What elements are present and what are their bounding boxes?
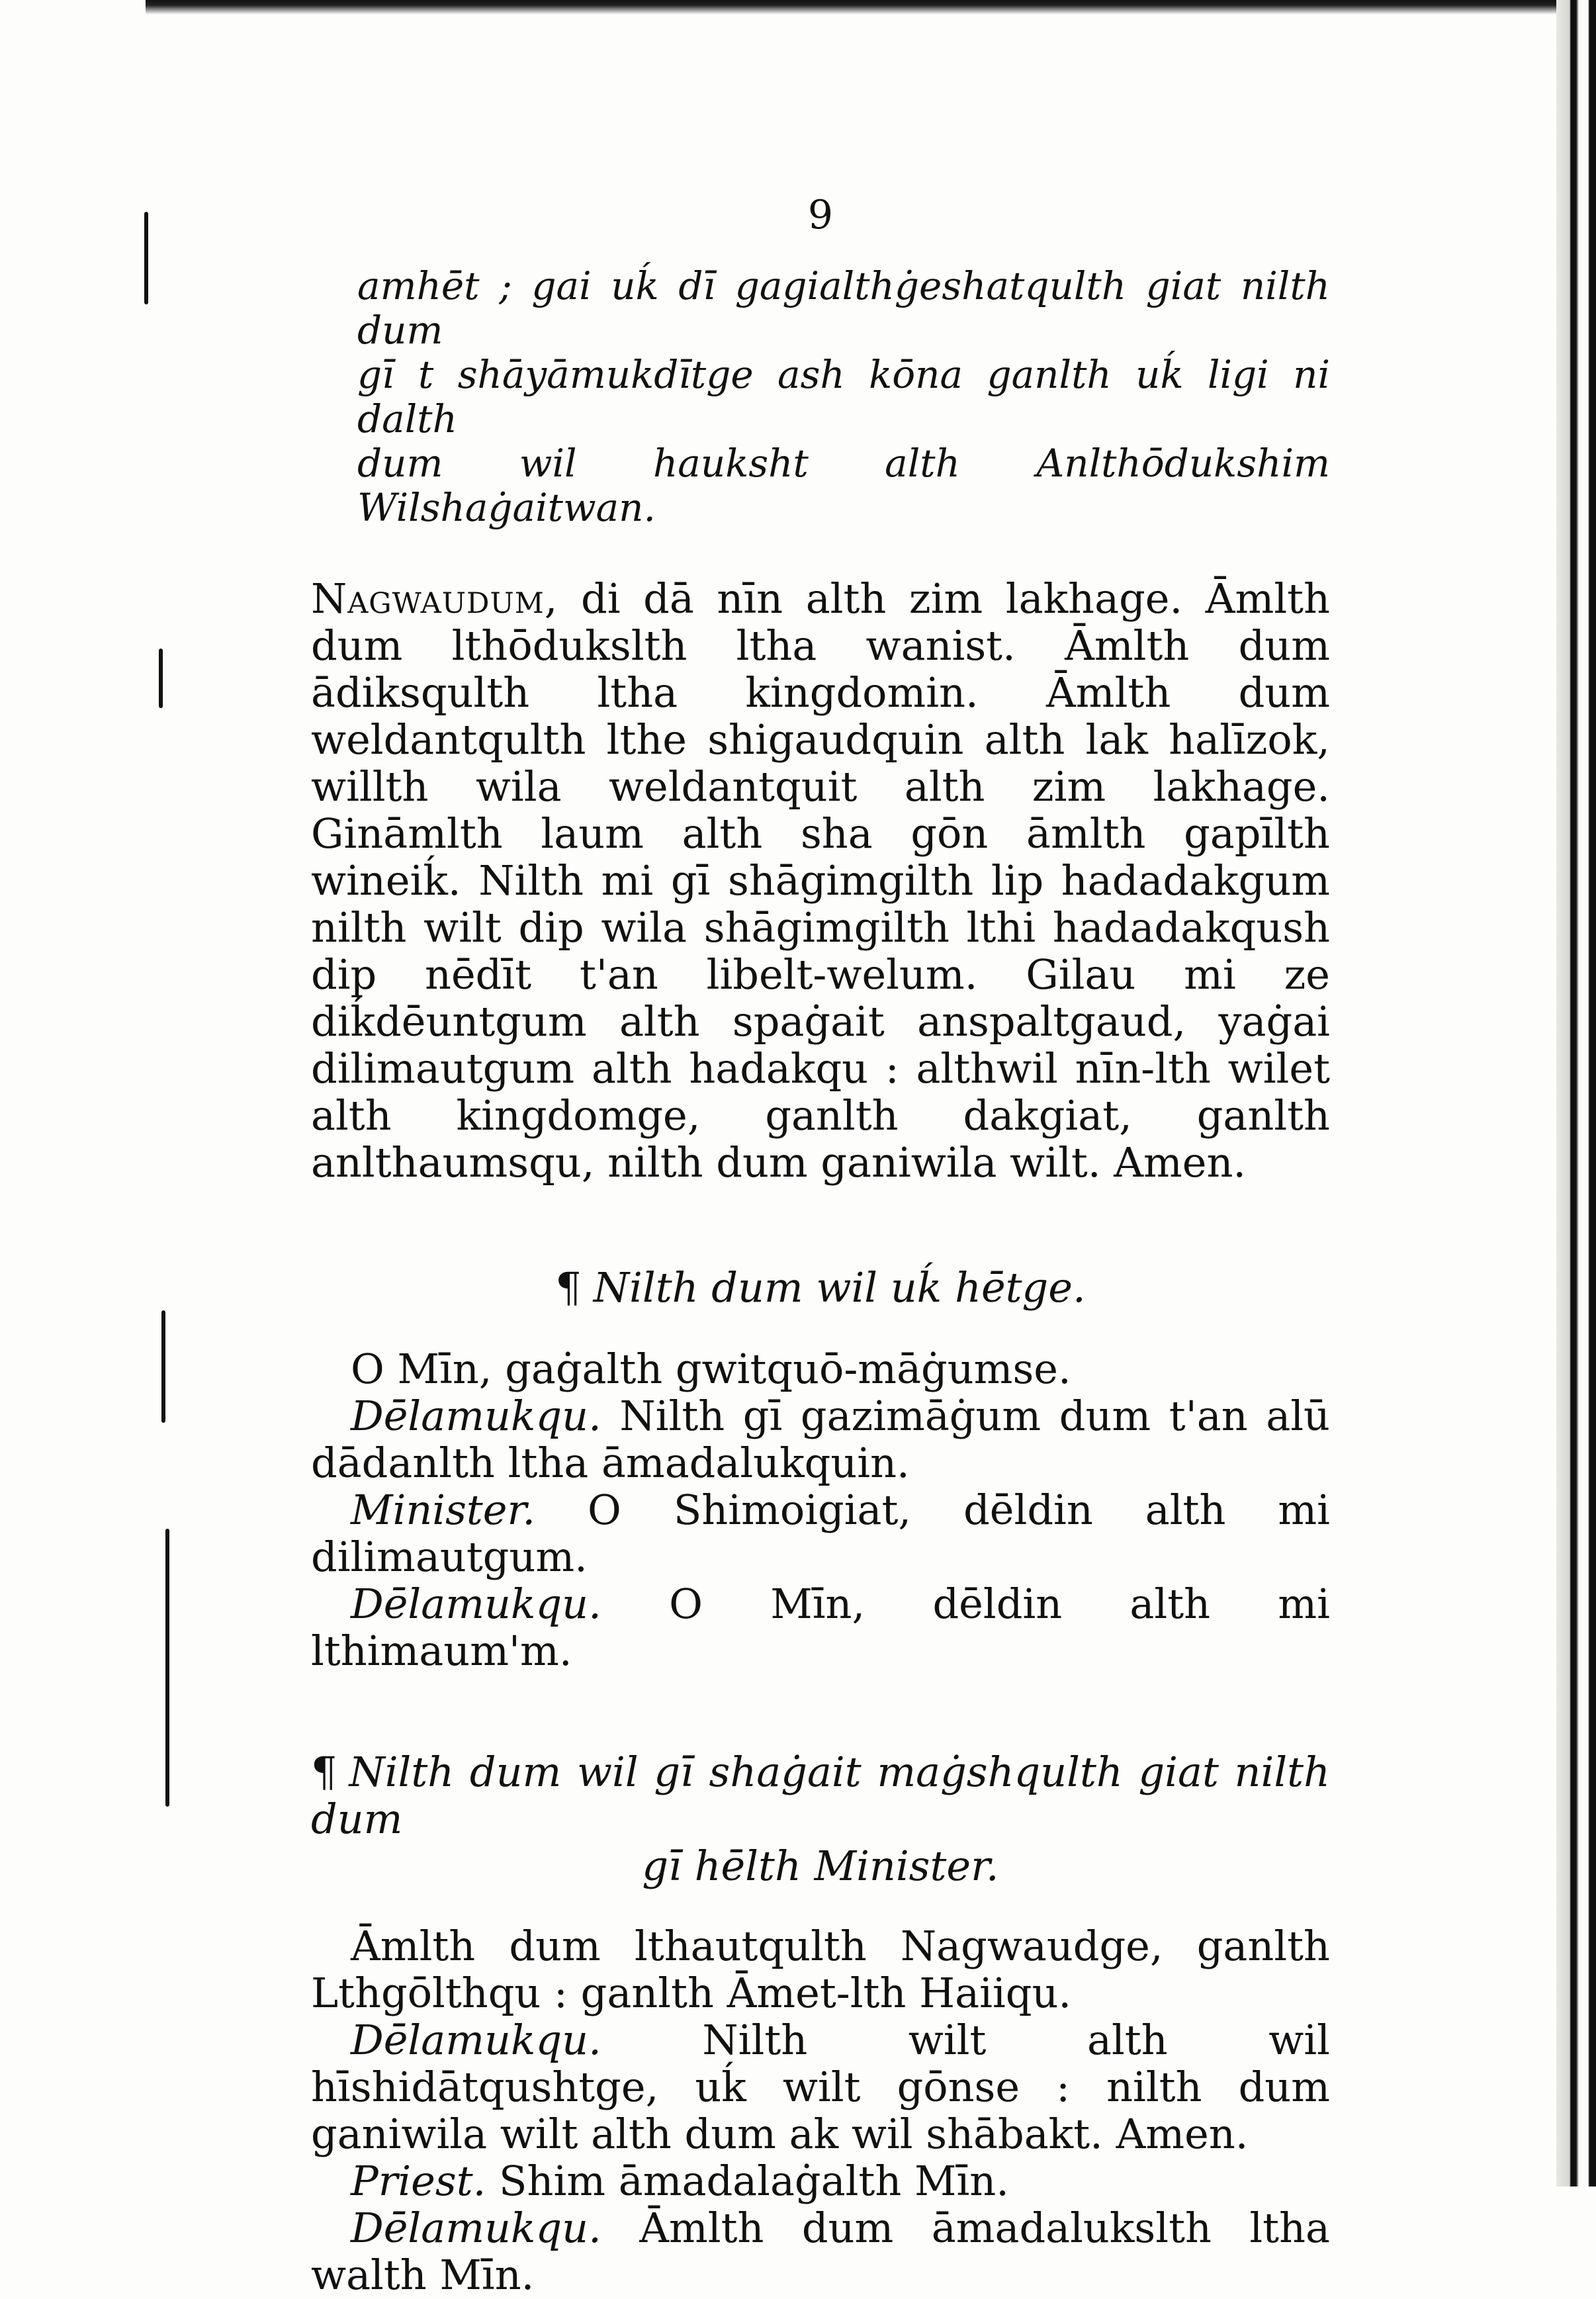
- versicle-text: Āmlth dum āmadalukslth ltha walth Mīn.: [311, 2204, 1330, 2299]
- opening-italic-block: [311, 264, 1330, 530]
- page-number: 9: [807, 192, 834, 238]
- rubric-text: Nilth dum wil gī shaġait maġshqulth giat nilth dum: [311, 1748, 1330, 1843]
- versicle-text: Nilth gī gazimāġum dum t'an alū dādanlth ltha āmadalukquin.: [311, 1392, 1330, 1487]
- versicle: [311, 1392, 1330, 1486]
- rubric-text: gī hēlth Minister.: [642, 1842, 999, 1890]
- italic-line: amhēt ; gai uḱ dī gagialthġeshatqulth giat nilth dum: [357, 263, 1330, 353]
- versicle: [311, 2204, 1330, 2298]
- speaker-label: Minister.: [351, 1486, 536, 1534]
- versicle: [311, 1922, 1330, 2016]
- speaker-label: Dēlamukqu.: [351, 2016, 601, 2064]
- margin-mark: [159, 649, 163, 708]
- versicle: [311, 1486, 1330, 1580]
- rubric-heading: [311, 1748, 1330, 1889]
- prayer-text: di dā nīn alth zim lakhage. Āmlth dum lthōdukslth ltha wanist. Āmlth dum ādiksqulth ltha kingdomin. Āmlth dum weldantqulth lthe shigaudquin alth lak halīzok, willth wila weldantquit alth zim lakhage. Gināmlth laum alth sha gōn āmlth gapīlth wineiḱ. Nilth mi gī shāgimgilth lip hadadakgum nilth wilt dip wila shāgimgilth lthi hadadakqush dip nēdīt t'an libelt-welum. Gilau mi ze diḱdēuntgum alth spaġait anspaltgaud, yaġai dilimautgum alth hadakqu : althwil nīn-lth wilet alth kingdomge, ganlth dakgiat, ganlth anlthaumsqu, nilth dum ganiwila wilt. Amen.: [311, 574, 1330, 1187]
- versicle-text: O Shimoigiat, dēldin alth mi dilimautgum.: [311, 1486, 1330, 1581]
- italic-line: gī t shāyāmukdītge ash kōna ganlth uḱ ligi ni dalth: [357, 352, 1330, 441]
- versicle: [311, 2016, 1330, 2157]
- versicle-text: Nilth wilt alth wil hīshidātqushtge, uḱ wilt gōnse : nilth dum ganiwila wilt alth dum ak wil shābakt. Amen.: [311, 2016, 1330, 2158]
- prayer-lead-word: Nagwaudum,: [311, 574, 558, 623]
- versicle-text: O Mīn, gaġalth gwitquō-māġumse.: [351, 1345, 1071, 1393]
- pilcrow-icon: ¶: [555, 1263, 582, 1312]
- versicle: [311, 2157, 1330, 2204]
- speaker-label: Dēlamukqu.: [351, 2204, 601, 2252]
- pilcrow-icon: ¶: [311, 1748, 337, 1796]
- margin-mark: [144, 212, 148, 304]
- italic-line: dum wil hauksht alth Anlthōdukshim Wilshaġaitwan.: [357, 441, 1330, 530]
- rubric-text: Nilth dum wil uḱ hētge.: [593, 1263, 1086, 1312]
- speaker-label: Dēlamukqu.: [351, 1392, 601, 1440]
- book-page: [311, 192, 1330, 2298]
- speaker-label: Priest.: [351, 2157, 486, 2205]
- versicle-text: O Mīn, dēldin alth mi lthimaum'm.: [311, 1580, 1330, 1675]
- lords-prayer-paragraph: [311, 575, 1330, 1186]
- margin-mark: [161, 1310, 165, 1423]
- scan-edge-right: [1556, 0, 1596, 2186]
- rubric-heading: [311, 1264, 1330, 1311]
- versicle: [311, 1580, 1330, 1674]
- scan-edge-top: [146, 0, 1556, 15]
- versicle: [311, 1345, 1330, 1392]
- speaker-label: Dēlamukqu.: [351, 1580, 601, 1628]
- versicles-section-1: [311, 1345, 1330, 1674]
- versicle-text: Āmlth dum lthautqulth Nagwaudge, ganlth Lthgōlthqu : ganlth Āmet-lth Haiiqu.: [311, 1922, 1330, 2017]
- versicle-text: Shim āmadalaġalth Mīn.: [486, 2157, 1009, 2205]
- margin-mark: [165, 1529, 169, 1807]
- versicles-section-2: [311, 1922, 1330, 2298]
